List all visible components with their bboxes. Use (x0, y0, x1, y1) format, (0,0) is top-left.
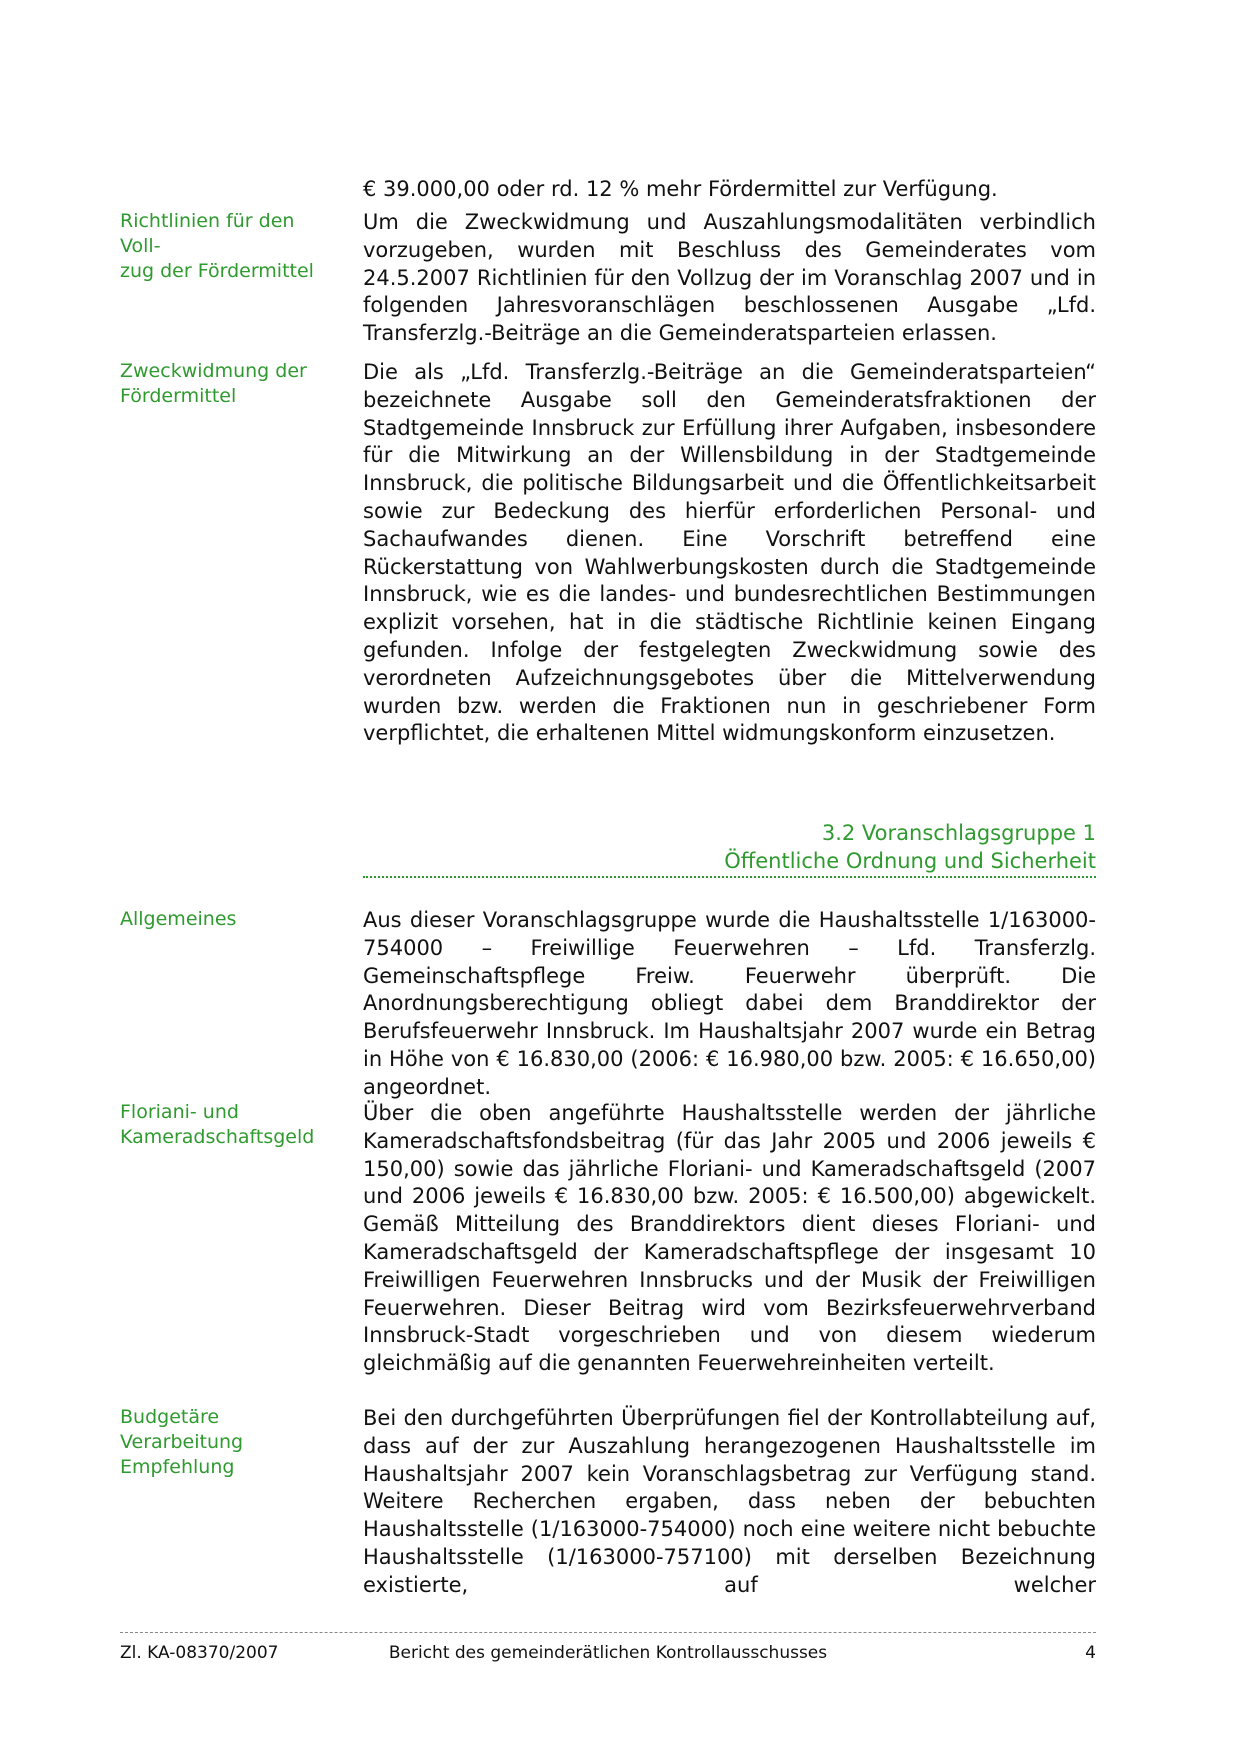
side-label: Budgetäre Verarbeitung Empfehlung (120, 1406, 244, 1478)
side-label: Richtlinien für den Voll- zug der Fördermittel (120, 210, 314, 282)
footer-rule (120, 1632, 1096, 1633)
side-label: Allgemeines (120, 908, 237, 930)
side-label: Floriani- und Kameradschaftsgeld (120, 1101, 315, 1148)
footer-title: Bericht des gemeinderätlichen Kontrollausschusses (388, 1643, 828, 1663)
side-label: Zweckwidmung der Fördermittel (120, 360, 307, 407)
body-paragraph: Die als „Lfd. Transferzlg.-Beiträge an die Gemeinderatsparteien“ bezeichnete Ausgabe soll den Gemeinderatsfraktionen der Stadtgemeinde Innsbruck zur Erfüllung ihrer Aufgaben, insbesondere für die Mitwirkung an der Willensbildung in der Stadtgemeinde Innsbruck, die politische Bildungsarbeit und die Öffentlichkeitsarbeit sowie zur Bedeckung des hierfür erforderlichen Personal- und Sachaufwandes dienen. Eine Vorschrift betreffend eine Rückerstattung von Wahlwerbungskosten durch die Stadtgemeinde Innsbruck, wie es die landes- und bundesrechtlichen Bestimmungen explizit vorsehen, hat in die städtische Richtlinie keinen Eingang gefunden. Infolge der festgelegten Zweckwidmung sowie des verordneten Aufzeichnungsgebotes über die Mittelverwendung wurden bzw. werden die Fraktionen nun in geschriebener Form verpflichtet, die erhaltenen Mittel widmungskonform einzusetzen. (363, 360, 1096, 746)
heading-subtitle: Öffentliche Ordnung und Sicherheit (724, 849, 1096, 873)
body-paragraph: Über die oben angeführte Haushaltsstelle werden der jährliche Kameradschaftsfondsbeitrag (für das Jahr 2005 und 2006 jeweils € 150,00) sowie das jährliche Floriani- und Kameradschaftsgeld (2007 und 2006 jeweils € 16.830,00 bzw. 2005: € 16.500,00) abgewickelt. Gemäß Mitteilung des Branddirektors dient dieses Floriani- und Kameradschaftsgeld der Kameradschaftspflege der insgesamt 10 Freiwilligen Feuerwehren Innsbrucks und der Musik der Freiwilligen Feuerwehren. Dieser Beitrag wird vom Bezirksfeuerwehrverband Innsbruck-Stadt vorgeschrieben und von diesem wiederum gleichmäßig auf die genannten Feuerwehreinheiten verteilt. (363, 1101, 1096, 1376)
heading-dotted-rule (363, 876, 1096, 878)
section-heading (363, 819, 1096, 875)
body-paragraph: Aus dieser Voranschlagsgruppe wurde die Haushaltsstelle 1/163000-754000 – Freiwillige Feuerwehren – Lfd. Transferzlg. Gemeinschaftspflege Freiw. Feuerwehr überprüft. Die Anordnungsberechtigung obliegt dabei dem Branddirektor der Berufsfeuerwehr Innsbruck. Im Haushaltsjahr 2007 wurde ein Betrag in Höhe von € 16.830,00 (2006: € 16.980,00 bzw. 2005: € 16.650,00) angeordnet. (363, 908, 1096, 1099)
footer-reference: Zl. KA-08370/2007 (120, 1643, 279, 1663)
intro-paragraph: € 39.000,00 oder rd. 12 % mehr Fördermittel zur Verfügung. (363, 177, 998, 201)
body-paragraph: Um die Zweckwidmung und Auszahlungsmodalitäten verbindlich vorzugeben, wurden mit Beschluss des Gemeinderates vom 24.5.2007 Richtlinien für den Vollzug der im Voranschlag 2007 und in folgenden Jahresvoranschlägen beschlossenen Ausgabe „Lfd. Transferzlg.-Beiträge an die Gemeinderatsparteien erlassen. (363, 210, 1096, 346)
heading-number-title: 3.2 Voranschlagsgruppe 1 (821, 821, 1096, 845)
body-paragraph: Bei den durchgeführten Überprüfungen fiel der Kontrollabteilung auf, dass auf der zur Auszahlung herangezogenen Haushaltsstelle im Haushaltsjahr 2007 kein Voranschlagsbetrag zur Verfügung stand. Weitere Recherchen ergaben, dass neben der bebuchten Haushaltsstelle (1/163000-754000) noch eine weitere nicht bebuchte Haushaltsstelle (1/163000-757100) mit derselben Bezeichnung existierte, auf welcher (363, 1406, 1096, 1597)
page-number: 4 (1085, 1643, 1096, 1663)
